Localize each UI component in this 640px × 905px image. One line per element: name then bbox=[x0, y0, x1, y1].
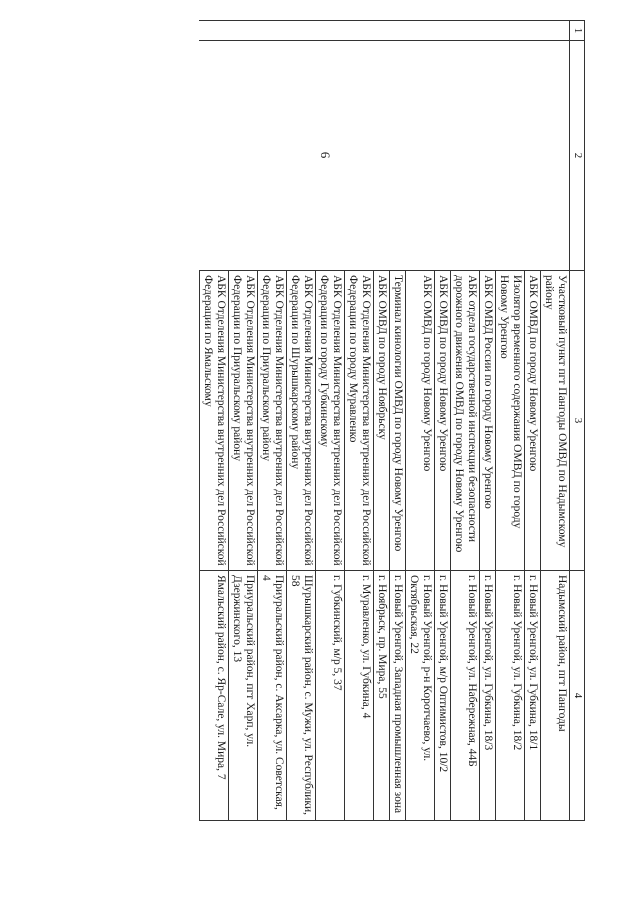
row-code-cell bbox=[525, 41, 541, 271]
row-code-cell bbox=[480, 41, 496, 271]
object-name-cell: АБК ОМВД по городу Новому Уренгою bbox=[525, 271, 541, 571]
row-number-cell bbox=[200, 21, 229, 41]
row-number-cell bbox=[258, 21, 287, 41]
object-name-cell: АБК Отделения Министерства внутренних дел Российской Федерации по городу Муравленко bbox=[345, 271, 374, 571]
table-row bbox=[374, 21, 390, 821]
row-number-cell bbox=[390, 21, 406, 41]
address-cell: г. Новый Уренгой, м/р Оптимистов, 10/2 bbox=[435, 571, 451, 821]
row-number-cell bbox=[316, 21, 345, 41]
address-cell: г. Муравленко, ул. Губкина, 4 bbox=[345, 571, 374, 821]
table-row bbox=[496, 21, 525, 821]
address-cell: Ямальский район, с. Яр-Сале, ул. Мира, 7 bbox=[200, 571, 229, 821]
address-cell: г. Губкинский, м/р 5, 37 bbox=[316, 571, 345, 821]
address-cell: г. Ноябрьск, пр. Мира, 55 bbox=[374, 571, 390, 821]
object-name-cell: АБК Отделения Министерства внутренних дел Российской Федерации по Ямальскому bbox=[200, 271, 229, 571]
row-code-cell bbox=[390, 41, 406, 271]
column-number: 3 bbox=[570, 271, 585, 571]
table-row bbox=[435, 21, 451, 821]
address-cell: г. Новый Уренгой, ул. Губкина, 18/1 bbox=[525, 571, 541, 821]
row-code-cell bbox=[374, 41, 390, 271]
table-row bbox=[287, 21, 316, 821]
row-code-cell bbox=[406, 41, 435, 271]
column-number: 4 bbox=[570, 571, 585, 821]
column-number: 1 bbox=[570, 21, 585, 41]
object-name-cell: АБК отдела государственной инспекции безопасности дорожного движения ОМВД по городу Новому Уренгою bbox=[451, 271, 480, 571]
rotated-table-wrapper bbox=[65, 20, 585, 820]
row-number-cell bbox=[480, 21, 496, 41]
object-name-cell: АБК ОМВД по городу Ноябрьску bbox=[374, 271, 390, 571]
row-number-cell bbox=[406, 21, 435, 41]
object-name-cell: Участковый пункт пгт Пангоды ОМВД по Надымскому району bbox=[541, 271, 570, 571]
row-code-cell bbox=[435, 41, 451, 271]
row-number-cell bbox=[229, 21, 258, 41]
table-row bbox=[525, 21, 541, 821]
page-number: 6 bbox=[318, 151, 333, 159]
row-code-cell bbox=[316, 41, 345, 271]
row-code-cell bbox=[200, 41, 229, 271]
row-number-cell bbox=[345, 21, 374, 41]
row-number-cell bbox=[287, 21, 316, 41]
table-row bbox=[390, 21, 406, 821]
objects-table bbox=[199, 20, 585, 821]
address-cell: Надымский район, пгт Пангоды bbox=[541, 571, 570, 821]
object-name-cell: АБК ОМВД России по городу Новому Уренгою bbox=[480, 271, 496, 571]
object-name-cell: Терминал кинологии ОМВД по городу Новому Уренгою bbox=[390, 271, 406, 571]
object-name-cell: АБК Отделения Министерства внутренних дел Российской Федерации по Шурышкарскому району bbox=[287, 271, 316, 571]
table-frame bbox=[65, 20, 585, 820]
address-cell: Приуральский район, с. Аксарка, ул. Советская, 4 bbox=[258, 571, 287, 821]
object-name-cell: АБК Отделения Министерства внутренних дел Российской Федерации по Приуральскому району bbox=[258, 271, 287, 571]
row-code-cell bbox=[287, 41, 316, 271]
row-number-cell bbox=[541, 21, 570, 41]
table-row bbox=[541, 21, 570, 821]
row-code-cell bbox=[229, 41, 258, 271]
row-number-cell bbox=[435, 21, 451, 41]
column-number: 2 bbox=[570, 41, 585, 271]
address-cell: Приуральский район, пгт Харп, ул. Дзержинского, 13 bbox=[229, 571, 258, 821]
row-number-cell bbox=[525, 21, 541, 41]
table-row bbox=[200, 21, 229, 821]
table-row bbox=[258, 21, 287, 821]
address-cell: г. Новый Уренгой, р-н Коротчаево, ул. Октябрьская, 22 bbox=[406, 571, 435, 821]
row-number-cell bbox=[374, 21, 390, 41]
table-row bbox=[316, 21, 345, 821]
object-name-cell: АБК Отделения Министерства внутренних дел Российской Федерации по Приуральскому району bbox=[229, 271, 258, 571]
row-code-cell bbox=[258, 41, 287, 271]
object-name-cell: АБК ОМВД по городу Новому Уренгою bbox=[435, 271, 451, 571]
object-name-cell: АБК ОМВД по городу Новому Уренгою bbox=[406, 271, 435, 571]
object-name-cell: Изолятор временного содержания ОМВД по городу Новому Уренгою bbox=[496, 271, 525, 571]
row-number-cell bbox=[451, 21, 480, 41]
row-code-cell bbox=[496, 41, 525, 271]
table-row bbox=[480, 21, 496, 821]
row-code-cell bbox=[451, 41, 480, 271]
address-cell: г. Новый Уренгой, ул. Набережная, 44Б bbox=[451, 571, 480, 821]
row-code-cell bbox=[541, 41, 570, 271]
row-code-cell bbox=[345, 41, 374, 271]
table-body bbox=[200, 21, 570, 821]
address-cell: г. Новый Уренгой, Западная промышленная зона bbox=[390, 571, 406, 821]
table-row bbox=[229, 21, 258, 821]
table-row bbox=[345, 21, 374, 821]
address-cell: г. Новый Уренгой, ул. Губкина, 18/3 bbox=[480, 571, 496, 821]
address-cell: г. Новый Уренгой, ул. Губкина, 18/2 bbox=[496, 571, 525, 821]
table-row bbox=[451, 21, 480, 821]
address-cell: Шурышкарский район, с. Мужи, ул. Республики, 58 bbox=[287, 571, 316, 821]
column-number-row bbox=[570, 21, 585, 821]
table-row bbox=[406, 21, 435, 821]
row-number-cell bbox=[496, 21, 525, 41]
object-name-cell: АБК Отделения Министерства внутренних дел Российской Федерации по городу Губкинскому bbox=[316, 271, 345, 571]
